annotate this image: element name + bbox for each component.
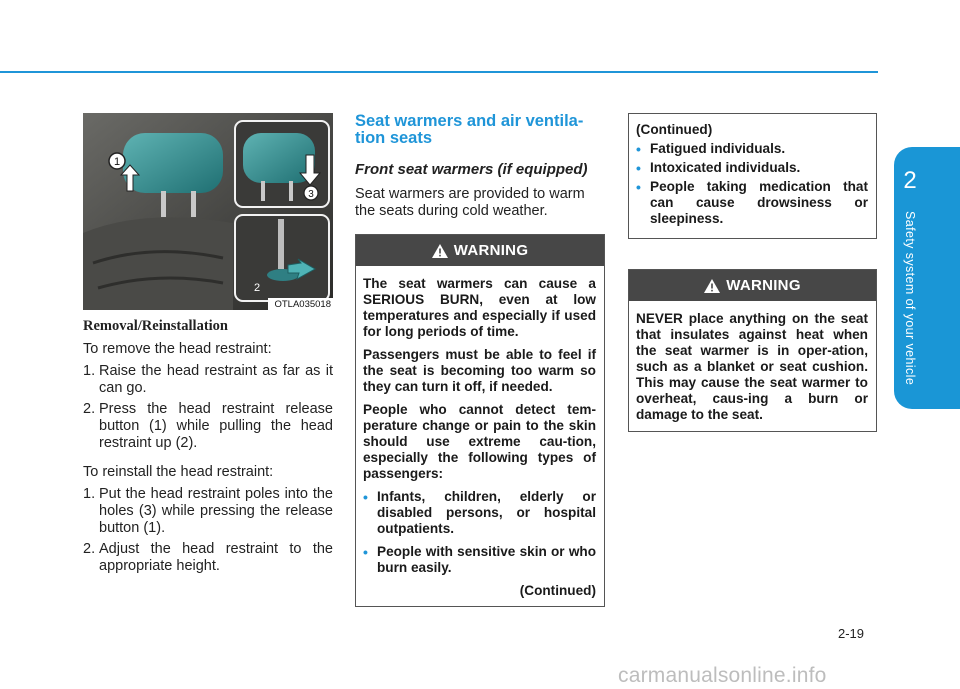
removal-step: 1. Raise the head restraint as far as it can go. bbox=[83, 363, 333, 396]
warning-box-insulation bbox=[628, 269, 877, 432]
warning-bullet: • Intoxicated individuals. bbox=[636, 160, 801, 176]
figure-code: OTLA035018 bbox=[268, 298, 333, 310]
removal-heading: Removal/Reinstallation bbox=[83, 318, 228, 334]
reinstall-step: 2. Adjust the head restraint to the appropriate height. bbox=[83, 541, 333, 574]
removal-intro: To remove the head restraint: bbox=[83, 341, 272, 357]
warning-triangle-icon bbox=[432, 244, 448, 258]
warning-bullet: • People taking medication that can cause drowsiness or sleepiness. bbox=[636, 179, 868, 226]
continued-box bbox=[628, 113, 877, 239]
continued-title: (Continued) bbox=[636, 122, 713, 137]
continued-note: (Continued) bbox=[519, 583, 596, 598]
removal-step: 2. Press the head restraint release button (1) while pulling the head restraint up (2). bbox=[83, 401, 333, 451]
section-title: Seat warmers and air ventila- tion seats bbox=[355, 112, 584, 147]
warning-paragraph: Passengers must be able to feel if the seat is becoming too warm so they can turn it off, if needed. bbox=[363, 347, 596, 394]
warning-paragraph: People who cannot detect tem-perature change or pain to the skin should use extreme cau-tion, especially the following types of passengers: bbox=[363, 402, 596, 481]
callout-3: 3 bbox=[308, 189, 314, 200]
section-subtitle: Front seat warmers (if equipped) bbox=[355, 161, 588, 178]
warning-bullet: • Fatigued individuals. bbox=[636, 141, 786, 157]
chapter-tab bbox=[894, 147, 960, 409]
warning-header bbox=[356, 235, 604, 266]
chapter-label: Safety system of your vehicle bbox=[903, 211, 917, 386]
page-number: 2-19 bbox=[838, 626, 865, 641]
warning-label: WARNING bbox=[726, 277, 801, 294]
seat-warmers-body: Seat warmers are provided to warm the seats during cold weather. bbox=[355, 186, 585, 219]
warning-triangle-icon bbox=[704, 279, 720, 293]
warning-box-seat-warmers bbox=[355, 234, 605, 607]
warning-bullet: • People with sensitive skin or who burn easily. bbox=[363, 544, 596, 575]
chapter-number: 2 bbox=[903, 167, 917, 194]
callout-1: 1 bbox=[113, 156, 121, 168]
warning-header bbox=[629, 270, 876, 301]
top-rule bbox=[0, 71, 878, 73]
warning-bullet: • Infants, children, elderly or disabled persons, or hospital outpatients. bbox=[363, 489, 596, 536]
callout-2: 2 bbox=[254, 282, 261, 294]
warning-label: WARNING bbox=[453, 242, 529, 259]
warning-paragraph: The seat warmers can cause a SERIOUS BURN, even at low temperatures and especially if used for long periods of time. bbox=[363, 276, 596, 339]
column-middle bbox=[355, 113, 605, 607]
reinstall-intro: To reinstall the head restraint: bbox=[83, 464, 274, 480]
head-restraint-figure bbox=[83, 113, 333, 310]
reinstall-step: 1. Put the head restraint poles into the holes (3) while pressing the release button (1). bbox=[83, 486, 333, 536]
head-restraint-illustration bbox=[83, 113, 333, 310]
column-left bbox=[83, 113, 333, 579]
watermark: carmanualsonline.info bbox=[618, 664, 827, 687]
column-right bbox=[628, 113, 877, 432]
warning-paragraph: NEVER place anything on the seat that insulates against heat when the seat warmer is in oper-ation, such as a blanket or seat cushion. This may cause the seat warmer to overheat, caus-ing a burn or damage to the seat. bbox=[636, 311, 868, 422]
